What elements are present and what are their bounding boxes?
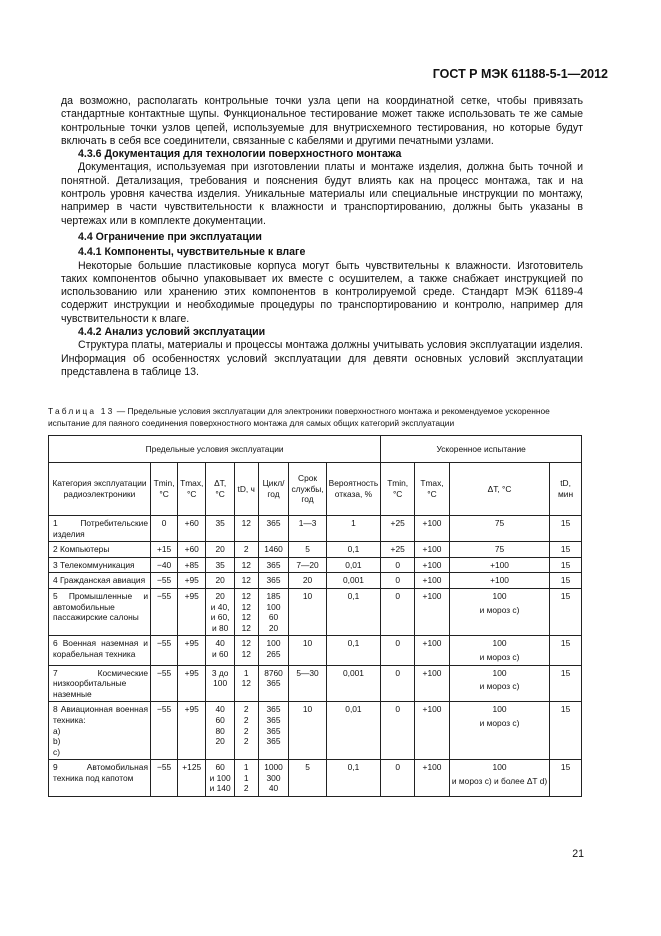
value-cell: +100 (415, 588, 450, 635)
group-header-accelerated: Ускоренное испытание (381, 436, 582, 463)
value-cell: 20 (289, 573, 326, 589)
value-cell: 0 (381, 588, 415, 635)
value-cell: +95 (178, 702, 206, 760)
value-cell: +85 (178, 557, 206, 573)
value-cell: −55 (151, 702, 178, 760)
value-cell: +125 (178, 760, 206, 797)
value-cell: 365 365 365 365 (258, 702, 289, 760)
value-cell: 35 (206, 516, 235, 542)
table-column-header-row (49, 463, 582, 516)
value-cell: 7—20 (289, 557, 326, 573)
table-group-header-row (49, 436, 582, 463)
value-cell: +100 (415, 636, 450, 665)
value-cell: 1—3 (289, 516, 326, 542)
value-cell: 75 (449, 516, 549, 542)
value-cell: 185 100 60 20 (258, 588, 289, 635)
value-cell: 0,1 (326, 542, 381, 558)
value-cell: 1460 (258, 542, 289, 558)
category-cell: 2 Компьютеры (49, 542, 151, 558)
value-cell: 15 (550, 516, 582, 542)
column-header: Срок службы, год (289, 463, 326, 516)
value-cell: +100 (415, 702, 450, 760)
value-cell: 0,1 (326, 636, 381, 665)
table-body (49, 516, 582, 797)
body-text (61, 95, 583, 379)
value-cell: −55 (151, 573, 178, 589)
category-cell: 1 Потребительские изделия (49, 516, 151, 542)
value-cell: 35 (206, 557, 235, 573)
column-header: Категория эксплуатации радиоэлектроники (49, 463, 151, 516)
table-caption-text: — Предельные условия эксплуатации для электроники поверхностного монтажа и рекомендуемое ускоренное испытание для паяного соединения поверхностного монтажа для самых общих категорий эксплуатации (48, 406, 550, 428)
value-cell: 0 (381, 573, 415, 589)
value-cell: 0 (381, 665, 415, 702)
value-cell: +100 (415, 665, 450, 702)
column-header: Tmin, °C (381, 463, 415, 516)
value-cell: 15 (550, 760, 582, 797)
value-cell: 0 (151, 516, 178, 542)
value-text: 100 (492, 762, 507, 773)
value-cell: 0 (381, 760, 415, 797)
paragraph-documentation: Документация, используемая при изготовлении платы и монтаже изделия, должна быть точной и понятной. Детализация, требования и пояснения будут влиять как на процесс монтажа, так и на контроль уровня качества изделия. Уникальные материалы или специальные инструкции по монтажу, например в части чувствительности к влажности и транспортированию, должны быть указаны в чертежах или в комплекте документации. (61, 161, 583, 227)
value-cell: +100 (449, 573, 549, 589)
value-cell: 0 (381, 636, 415, 665)
value-text: 100 (492, 638, 507, 649)
value-cell: 2 (234, 542, 258, 558)
value-cell: 10 (289, 588, 326, 635)
value-cell: 0,01 (326, 702, 381, 760)
frost-note: и мороз c) (479, 717, 520, 728)
value-cell: 5 (289, 542, 326, 558)
value-cell: 15 (550, 702, 582, 760)
value-cell: 15 (550, 636, 582, 665)
value-cell: +100 (415, 573, 450, 589)
table-row (49, 760, 582, 797)
value-cell (449, 636, 549, 665)
value-cell: 40 60 80 20 (206, 702, 235, 760)
category-cell: 9 Автомобильная техника под капотом (49, 760, 151, 797)
value-cell: 60 и 100 и 140 (206, 760, 235, 797)
category-cell: 7 Космические низкоорбитальные наземные (49, 665, 151, 702)
value-cell (449, 760, 549, 797)
table-row (49, 542, 582, 558)
heading-4-4: 4.4 Ограничение при эксплуатации (78, 230, 262, 243)
value-cell: +100 (415, 557, 450, 573)
value-text: 100 (492, 704, 507, 715)
table-caption-label: Таблица 13 (48, 406, 115, 416)
paragraph-moisture: Некоторые большие пластиковые корпуса могут быть чувствительны к влажности. Изготовитель таких компонентов обычно упаковывает их вместе с осушителем, а также снабжает инструкцией по использованию или хранению этих компонентов в контролируемой среде. Стандарт МЭК 61189-4 содержит инструкции и необходимые процедуры по транспортированию и контролю, например для чувствительности к влаге. (61, 259, 583, 325)
value-cell: 1 12 (234, 665, 258, 702)
value-cell: +60 (178, 516, 206, 542)
table-caption (48, 405, 586, 429)
value-cell: +95 (178, 636, 206, 665)
value-cell: +95 (178, 573, 206, 589)
frost-note: и мороз c) (479, 651, 520, 662)
value-cell: 1000 300 40 (258, 760, 289, 797)
heading-4-4-2: 4.4.2 Анализ условий эксплуатации (78, 326, 266, 339)
value-cell: 2 2 2 2 (234, 702, 258, 760)
column-header: Tmax, °C (415, 463, 450, 516)
value-cell (449, 665, 549, 702)
paragraph-conditions: Структура платы, материалы и процессы монтажа должны учитывать условия эксплуатации изделия. Информация об особенностях условий эксплуатации для девяти основных условий эксплуатации представлена в таблице 13. (61, 339, 583, 378)
column-header: ΔT, °C (206, 463, 235, 516)
value-cell: 15 (550, 665, 582, 702)
value-cell: 15 (550, 588, 582, 635)
value-text: 100 (492, 667, 507, 678)
page-number: 21 (572, 848, 584, 860)
value-cell: 12 (234, 557, 258, 573)
value-cell: 12 12 12 12 (234, 588, 258, 635)
value-cell (449, 588, 549, 635)
category-cell: 3 Телекоммуникация (49, 557, 151, 573)
value-cell: 1 (326, 516, 381, 542)
value-cell: 0 (381, 702, 415, 760)
standard-header: ГОСТ Р МЭК 61188-5-1—2012 (432, 67, 608, 81)
value-cell: 12 12 (234, 636, 258, 665)
category-cell: 8 Авиационная военная техника: a) b) c) (49, 702, 151, 760)
table-row (49, 516, 582, 542)
paragraph-testing: да возможно, располагать контрольные точки узла цепи на координатной сетке, чтобы привязать стандартные контактные щупы. Функциональное тестирование может также использовать те же самые контрольные точки узлов цепей, используемые для внутрисхемного тестирования, но которые будут включать в себя все соединители, связанные с кабелями и другими печатными узлами. (61, 95, 583, 147)
value-cell: +15 (151, 542, 178, 558)
value-cell: 0,001 (326, 665, 381, 702)
group-header-limits: Предельные условия эксплуатации (49, 436, 381, 463)
table-row (49, 557, 582, 573)
value-cell: 0,01 (326, 557, 381, 573)
value-cell: +60 (178, 542, 206, 558)
value-cell: 12 (234, 573, 258, 589)
heading-4-3-6: 4.3.6 Документация для технологии поверхностного монтажа (78, 148, 402, 161)
value-cell: 365 (258, 516, 289, 542)
value-cell: −55 (151, 665, 178, 702)
value-cell: 0,1 (326, 588, 381, 635)
value-cell: 20 (206, 573, 235, 589)
value-cell: +95 (178, 588, 206, 635)
value-cell: 365 (258, 557, 289, 573)
value-cell: −55 (151, 760, 178, 797)
table-row (49, 588, 582, 635)
value-cell: 0,001 (326, 573, 381, 589)
column-header: Tmax, °C (178, 463, 206, 516)
value-cell: 15 (550, 542, 582, 558)
value-cell: +100 (415, 516, 450, 542)
value-cell: +100 (415, 542, 450, 558)
value-cell: 40 и 60 (206, 636, 235, 665)
category-cell: 4 Гражданская авиация (49, 573, 151, 589)
value-cell: 100 265 (258, 636, 289, 665)
category-cell: 5 Промышленные и автомобильные пассажирские салоны (49, 588, 151, 635)
value-cell: 20 (206, 542, 235, 558)
frost-note: и мороз c) и более ΔT d) (451, 775, 548, 786)
value-cell: 0 (381, 557, 415, 573)
value-cell: 75 (449, 542, 549, 558)
value-cell: 10 (289, 702, 326, 760)
table-row (49, 573, 582, 589)
value-cell: 20 и 40, и 60, и 80 (206, 588, 235, 635)
table-row (49, 665, 582, 702)
value-cell: +25 (381, 516, 415, 542)
value-cell: 5—30 (289, 665, 326, 702)
conditions-table (48, 435, 582, 797)
value-cell: +25 (381, 542, 415, 558)
value-cell: 10 (289, 636, 326, 665)
column-header: ΔT, °C (449, 463, 549, 516)
value-cell: 3 до 100 (206, 665, 235, 702)
column-header: Вероятность отказа, % (326, 463, 381, 516)
value-cell: 365 (258, 573, 289, 589)
value-cell: 15 (550, 557, 582, 573)
column-header: tD, ч (234, 463, 258, 516)
value-cell: 5 (289, 760, 326, 797)
value-cell: +95 (178, 665, 206, 702)
value-cell: −55 (151, 588, 178, 635)
value-cell: 8760 365 (258, 665, 289, 702)
table-row (49, 702, 582, 760)
heading-4-4-1: 4.4.1 Компоненты, чувствительные к влаге (78, 246, 306, 259)
value-cell: +100 (449, 557, 549, 573)
value-cell: 12 (234, 516, 258, 542)
frost-note: и мороз c) (479, 604, 520, 615)
value-cell: −55 (151, 636, 178, 665)
category-cell: 6 Военная наземная и корабельная техника (49, 636, 151, 665)
column-header: Цикл/год (258, 463, 289, 516)
column-header: Tmin, °C (151, 463, 178, 516)
column-header: tD, мин (550, 463, 582, 516)
value-cell: 1 1 2 (234, 760, 258, 797)
frost-note: и мороз c) (479, 681, 520, 692)
value-cell: −40 (151, 557, 178, 573)
value-text: 100 (492, 590, 507, 601)
value-cell: 0,1 (326, 760, 381, 797)
value-cell (449, 702, 549, 760)
value-cell: +100 (415, 760, 450, 797)
value-cell: 15 (550, 573, 582, 589)
table-row (49, 636, 582, 665)
